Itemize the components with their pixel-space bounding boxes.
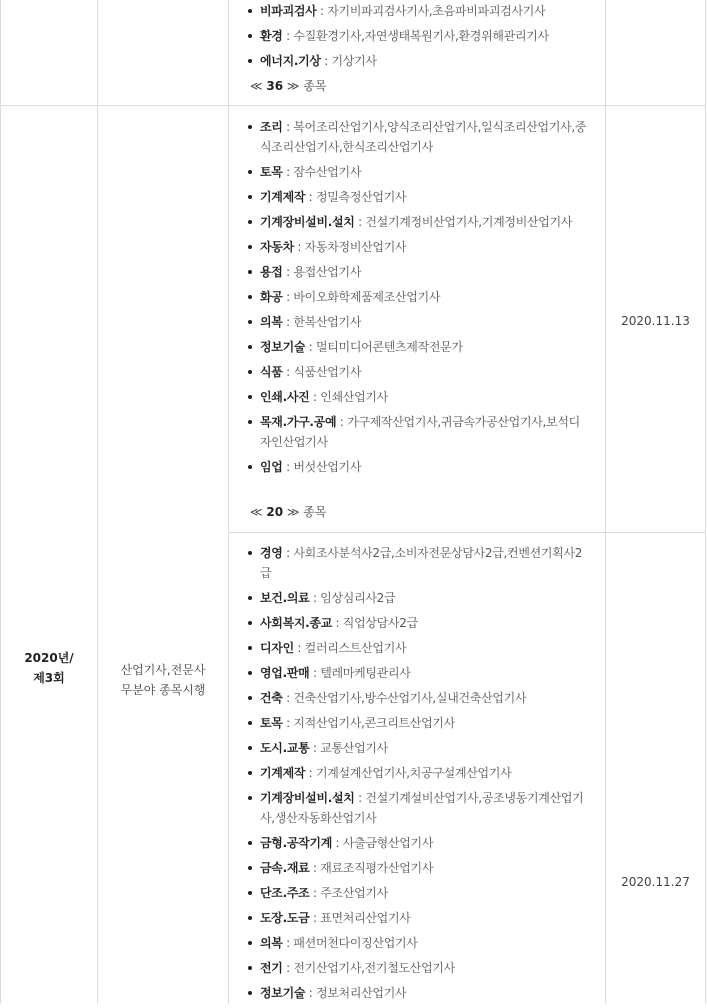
subject-count [250,502,326,522]
bullet-icon [248,621,252,625]
subject-text: 정밀측정산업기사 [315,190,407,204]
border-col1 [97,0,98,1004]
bullet-icon [248,125,252,129]
count-prefix: ≪ [250,79,267,93]
list-item [246,638,591,658]
list-item [246,387,591,407]
bullet-icon [248,746,252,750]
subject-text: 가구제작산업기사,귀금속가공산업기사,보석디자인산업기사 [260,415,580,449]
bullet-icon [248,721,252,725]
row-divider-2 [228,532,706,533]
list-item [246,51,591,71]
list-item [246,543,591,583]
category-label: 자동차 [260,240,294,254]
list-item [246,788,591,828]
bullet-icon [248,245,252,249]
separator: : [282,29,294,43]
list-item [246,262,591,282]
category-label: 영업.판매 [260,666,310,680]
separator: : [282,365,294,379]
round-cell [1,648,97,688]
category-label: 디자인 [260,641,294,655]
border-right [705,0,706,1004]
list-item [246,26,591,46]
bullet-icon [248,841,252,845]
subject-text: 교통산업기사 [320,741,388,755]
bullet-icon [248,270,252,274]
separator: : [320,54,332,68]
separator: : [282,961,294,975]
bullet-icon [248,796,252,800]
category-label: 도시.교통 [260,741,310,755]
count-number: 20 [266,505,284,519]
category-label: 도장.도금 [260,911,310,925]
bullet-icon [248,891,252,895]
subject-text: 주조산업기사 [320,886,388,900]
exam-date: 2020.11.13 [621,314,690,328]
count-number: 36 [266,79,284,93]
subject-text: 텔레마케팅관리사 [320,666,411,680]
list-item [246,663,591,683]
round-number: 제3회 [33,671,65,685]
bullet-icon [248,420,252,424]
bullet-icon [248,646,252,650]
category-label: 목재.가구.공예 [260,415,337,429]
category-label: 건축 [260,691,283,705]
category-label: 사회복지.종교 [260,616,333,630]
bullet-icon [248,345,252,349]
list-item [246,412,591,452]
separator: : [282,546,294,560]
bullet-icon [248,34,252,38]
separator: : [332,616,343,630]
bullet-icon [248,9,252,13]
subject-text: 사출금형산업기사 [342,836,434,850]
separator: : [309,591,321,605]
border-col2 [228,0,229,1004]
separator: : [354,215,366,229]
subject-text: 식품산업기사 [293,365,362,379]
separator: : [293,641,305,655]
bullet-icon [248,220,252,224]
bullet-icon [248,596,252,600]
separator: : [309,911,321,925]
subject-text: 인쇄산업기사 [320,390,388,404]
list-item [246,738,591,758]
separator: : [293,240,305,254]
subject-text: 수질환경기사,자연생태복원기사,환경위해관리기사 [293,29,549,43]
bullet-icon [248,966,252,970]
list-item [246,312,591,332]
count-suffix: ≫ 종목 [283,79,327,93]
subject-text: 표면처리산업기사 [320,911,411,925]
separator: : [282,716,294,730]
subject-text: 임상심리사2급 [320,591,396,605]
separator: : [309,390,321,404]
category-label: 보건.의료 [260,591,310,605]
subject-count [250,76,326,96]
bullet-icon [248,370,252,374]
subject-text: 재료조직평가산업기사 [320,861,434,875]
subject-text: 버섯산업기사 [293,460,362,474]
bullet-icon [248,170,252,174]
subject-text: 건설기계설비산업기사,공조냉동기계산업기사,생산자동화산업기사 [260,791,584,825]
bullet-icon [248,696,252,700]
category-label: 토목 [260,716,283,730]
subject-text: 기계설계산업기사,치공구설계산업기사 [315,766,512,780]
separator: : [332,836,343,850]
bullet-icon [248,866,252,870]
list-item [246,187,591,207]
category-label: 환경 [260,29,283,43]
subject-text: 용접산업기사 [293,265,362,279]
separator: : [305,766,316,780]
category-label: 정보기술 [260,340,306,354]
category-label: 금형.공작기계 [260,836,333,850]
category-label: 단조.주조 [260,886,310,900]
subject-text: 직업상담사2급 [342,616,418,630]
bullet-icon [248,395,252,399]
separator: : [305,340,316,354]
bullet-icon [248,771,252,775]
separator: : [282,460,294,474]
list-item [246,883,591,903]
subject-text: 사회조사분석사2급,소비자전문상담사2급,컨벤션기획사2급 [260,546,583,580]
count-prefix: ≪ [250,505,267,519]
list-item [246,763,591,783]
category-label: 토목 [260,165,283,179]
separator: : [316,4,328,18]
list-item [246,117,591,157]
category-label: 의복 [260,315,283,329]
round-year: 2020년/ [24,651,74,665]
bullet-icon [248,916,252,920]
separator: : [336,415,348,429]
bullet-icon [248,295,252,299]
subject-text: 건축산업기사,방수산업기사,실내건축산업기사 [293,691,527,705]
subject-text: 지적산업기사,콘크리트산업기사 [293,716,455,730]
scope-line-2: 무분야 종목시행 [120,683,206,697]
separator: : [282,165,294,179]
bullet-icon [248,465,252,469]
border-left [0,0,1,1004]
category-label: 식품 [260,365,283,379]
category-label: 에너지.기상 [260,54,321,68]
subject-text: 자기비파괴검사기사,초음파비파괴검사기사 [327,4,546,18]
border-col3 [605,0,606,1004]
category-label: 전기 [260,961,283,975]
separator: : [309,741,321,755]
subject-text: 잠수산업기사 [293,165,362,179]
list-item [246,713,591,733]
category-label: 금속.재료 [260,861,310,875]
exam-date: 2020.11.27 [621,875,690,889]
subject-text: 건설기계정비산업기사,기계정비산업기사 [365,215,573,229]
scope-cell [98,660,228,700]
separator: : [282,691,294,705]
category-label: 의복 [260,936,283,950]
category-label: 기계제작 [260,190,306,204]
list-item [246,588,591,608]
subject-list-row0 [246,1,591,76]
list-item [246,457,591,477]
list-item [246,287,591,307]
bullet-icon [248,320,252,324]
list-item [246,688,591,708]
list-item [246,613,591,633]
subject-text: 정보처리산업기사 [315,986,407,1000]
subject-text: 멀티미디어콘텐츠제작전문가 [315,340,463,354]
subject-text: 패션머천다이징산업기사 [293,936,418,950]
list-item [246,362,591,382]
bullet-icon [248,59,252,63]
separator: : [282,120,294,134]
bullet-icon [248,671,252,675]
separator: : [354,791,366,805]
list-item [246,908,591,928]
subject-list-row1 [246,117,591,482]
separator: : [282,265,294,279]
category-label: 인쇄.사진 [260,390,310,404]
separator: : [305,986,316,1000]
list-item [246,983,591,1003]
count-suffix: ≫ 종목 [283,505,327,519]
category-label: 임업 [260,460,283,474]
category-label: 정보기술 [260,986,306,1000]
bullet-icon [248,991,252,995]
scope-line-1: 산업기사,전문사 [120,663,206,677]
row-divider-1 [0,105,706,106]
separator: : [282,290,294,304]
separator: : [282,315,294,329]
category-label: 비파괴검사 [260,4,317,18]
separator: : [309,666,321,680]
separator: : [282,936,294,950]
list-item [246,162,591,182]
separator: : [309,861,321,875]
list-item [246,337,591,357]
subject-text: 자동차정비산업기사 [304,240,407,254]
subject-text: 바이오화학제품제조산업기사 [293,290,441,304]
list-item [246,212,591,232]
subject-text: 한복산업기사 [293,315,362,329]
category-label: 기계제작 [260,766,306,780]
subject-text: 컬러리스트산업기사 [304,641,407,655]
list-item [246,1,591,21]
category-label: 기계장비설비.설치 [260,215,355,229]
list-item [246,933,591,953]
subject-text: 복어조리산업기사,양식조리산업기사,일식조리산업기사,중식조리산업기사,한식조리산업기사 [260,120,587,154]
category-label: 화공 [260,290,283,304]
subject-text: 기상기사 [331,54,377,68]
list-item [246,833,591,853]
separator: : [309,886,321,900]
subject-list-row2 [246,543,591,1008]
category-label: 용접 [260,265,283,279]
category-label: 기계장비설비.설치 [260,791,355,805]
bullet-icon [248,551,252,555]
list-item [246,958,591,978]
bullet-icon [248,941,252,945]
subject-text: 전기산업기사,전기철도산업기사 [293,961,455,975]
category-label: 조리 [260,120,283,134]
list-item [246,237,591,257]
category-label: 경영 [260,546,283,560]
list-item [246,858,591,878]
separator: : [305,190,316,204]
bullet-icon [248,195,252,199]
